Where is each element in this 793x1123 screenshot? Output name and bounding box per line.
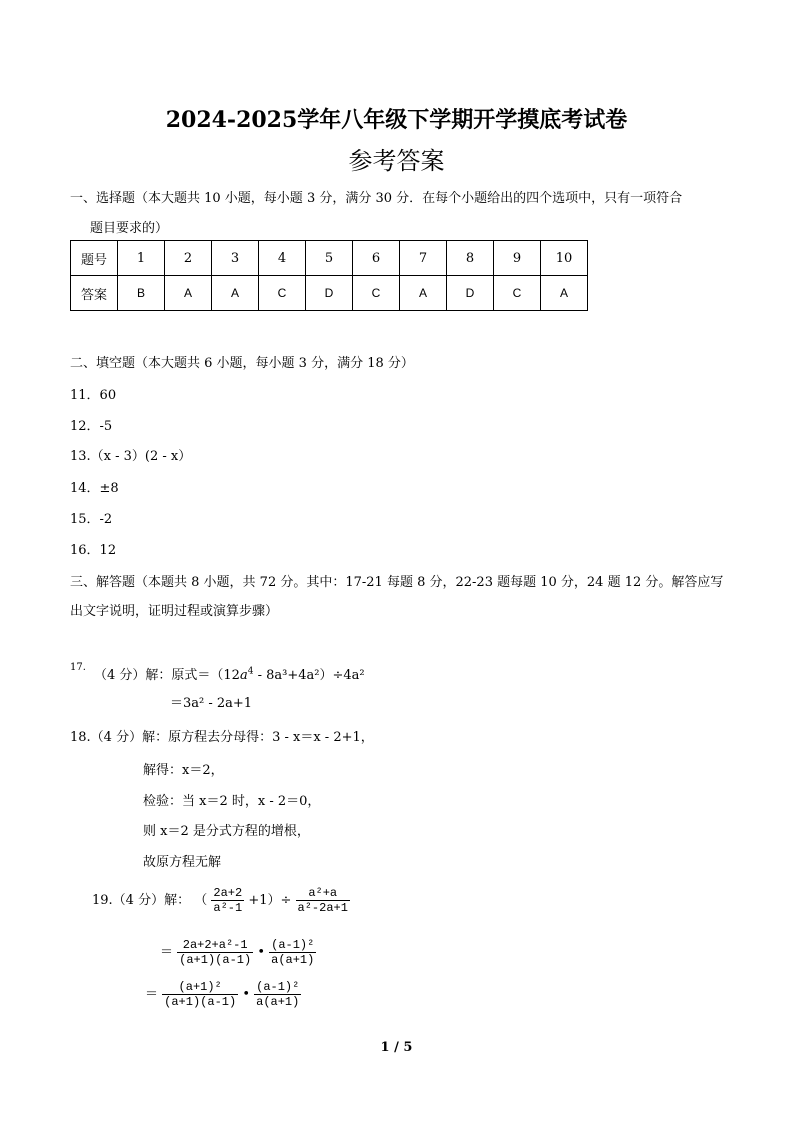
fraction-numerator: 2a+2 <box>213 886 243 900</box>
q18-line5: 故原方程无解 <box>143 855 222 870</box>
table-cell: B <box>118 276 165 311</box>
equals-sign: ＝ <box>145 987 159 1002</box>
q19-step3-fraction-2 <box>254 980 301 1009</box>
table-cell: A <box>165 276 212 311</box>
q17-line1-prefix: （4 分）解：原式＝（12 <box>94 668 240 683</box>
fraction-denominator: (a+1)(a-1) <box>164 995 237 1009</box>
table-row-answers <box>71 276 588 311</box>
section3-heading-cont: 出文字说明，证明过程或演算步骤） <box>70 604 279 619</box>
fill-answer-12: 12．-5 <box>70 419 113 434</box>
section1-heading-cont: 题目要求的） <box>90 221 169 236</box>
fraction-denominator: a(a+1) <box>256 995 300 1009</box>
table-cell: 9 <box>494 241 541 276</box>
q19-line1 <box>92 886 350 915</box>
table-cell: 3 <box>212 241 259 276</box>
q17-line1: （4 分）解：原式$=(12a^4 - 8a^3+4a^2)\div 4a^2$ <box>94 666 365 683</box>
q19-step2-fraction-2 <box>269 938 316 967</box>
q19-step2-fraction-1 <box>177 938 253 967</box>
multiply-dot: • <box>257 945 265 960</box>
table-header-cell: 答案 <box>71 276 118 311</box>
q19-label: 19.（4 分）解： <box>92 893 191 908</box>
q18-line4: 则 x＝2 是分式方程的增根， <box>143 824 310 839</box>
table-cell: C <box>494 276 541 311</box>
section1-heading: 一、选择题（本大题共 10 小题，每小题 3 分，满分 30 分．在每个小题给出的四个选项中，只有一项符合 <box>70 191 683 206</box>
table-cell: A <box>212 276 259 311</box>
table-cell: A <box>541 276 588 311</box>
fraction-numerator: (a-1)² <box>256 980 300 994</box>
fill-answer-11: 11．60 <box>70 388 117 403</box>
fill-answer-14: 14．±8 <box>70 481 119 496</box>
answer-table <box>70 240 588 311</box>
table-cell: C <box>259 276 306 311</box>
fraction-numerator: (a-1)² <box>271 938 315 952</box>
table-cell: C <box>353 276 400 311</box>
fraction-denominator: (a+1)(a-1) <box>179 953 252 967</box>
fill-answer-13: 13.（x - 3）(2 - x） <box>70 449 192 464</box>
table-cell: A <box>400 276 447 311</box>
fraction-numerator: 2a+2+a²-1 <box>177 938 253 953</box>
q19-open-paren: （ <box>194 893 208 908</box>
table-cell: 6 <box>353 241 400 276</box>
fraction-denominator: a²-2a+1 <box>297 901 348 915</box>
table-header-cell: 题号 <box>71 241 118 276</box>
table-cell: 8 <box>447 241 494 276</box>
q19-plus-one: +1）÷ <box>248 893 292 908</box>
table-cell: D <box>447 276 494 311</box>
table-cell: 1 <box>118 241 165 276</box>
fraction-denominator: a(a+1) <box>271 953 315 967</box>
equals-sign: ＝ <box>160 945 174 960</box>
fill-answer-16: 16．12 <box>70 543 117 558</box>
q17-line1-rest: - 8a³+4a²）÷4a² <box>257 668 365 683</box>
q19-fraction-2 <box>296 886 350 915</box>
page-number: 1 / 5 <box>380 1040 413 1055</box>
q19-step3-fraction-1 <box>162 980 238 1009</box>
fraction-numerator: (a+1)² <box>162 980 238 995</box>
table-cell: 10 <box>541 241 588 276</box>
fraction-numerator: a²+a <box>296 886 350 901</box>
section2-heading: 二、填空题（本大题共 6 小题，每小题 3 分，满分 18 分） <box>70 356 414 371</box>
q18-line1: 18.（4 分）解：原方程去分母得：3 - x＝x - 2+1， <box>70 730 374 745</box>
q17-label: 17. <box>70 662 86 673</box>
fill-answer-15: 15．-2 <box>70 512 113 527</box>
table-cell: 5 <box>306 241 353 276</box>
section3-heading: 三、解答题（本题共 8 小题，共 72 分。其中：17-21 每题 8 分，22-23 题每题 10 分，24 题 12 分。解答应写 <box>70 575 724 590</box>
q19-fraction-1 <box>211 886 244 915</box>
q17-line2: ＝3a² - 2a+1 <box>170 696 253 711</box>
table-cell: 4 <box>259 241 306 276</box>
q18-line2: 解得：x＝2， <box>143 763 224 778</box>
table-cell: 7 <box>400 241 447 276</box>
q18-line3: 检验：当 x＝2 时，x - 2＝0， <box>143 794 321 809</box>
table-cell: 2 <box>165 241 212 276</box>
page-title: 2024-2025学年八年级下学期开学摸底考试卷 <box>165 107 628 133</box>
table-cell: D <box>306 276 353 311</box>
q19-step2 <box>160 938 316 967</box>
table-row-numbers <box>71 241 588 276</box>
page-subtitle: 参考答案 <box>348 147 445 175</box>
q19-step3 <box>145 980 301 1009</box>
multiply-dot: • <box>242 987 250 1002</box>
fraction-denominator: a²-1 <box>213 901 243 915</box>
